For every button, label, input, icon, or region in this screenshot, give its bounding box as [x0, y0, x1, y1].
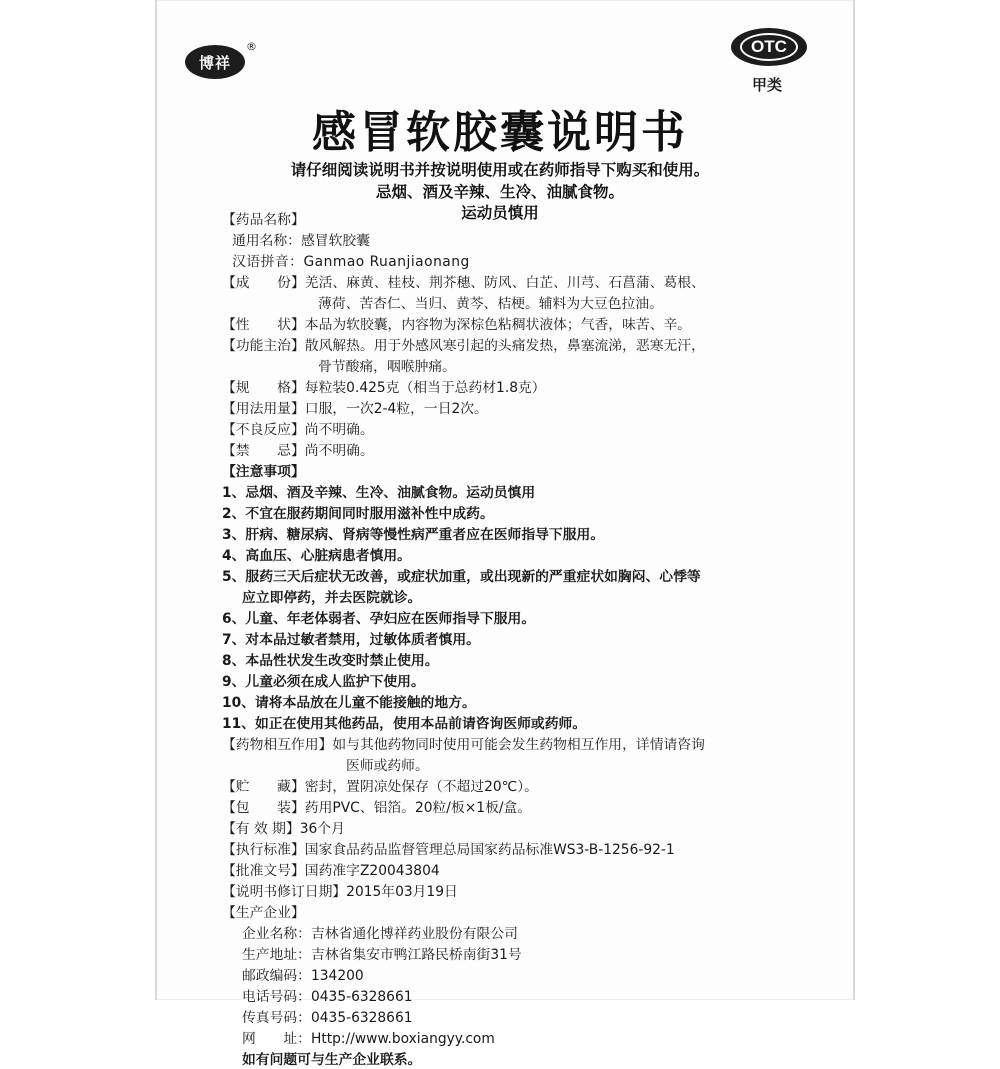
precaution-item: 9、儿童必须在成人监护下使用。: [222, 674, 425, 690]
precaution-item: 4、高血压、心脏病患者慎用。: [222, 548, 411, 564]
company-line: 生产地址：吉林省集安市鸭江路民桥南街31号: [242, 947, 522, 963]
text-line: 【规 格】每粒装0.425克（相当于总药材1.8克）: [222, 380, 546, 396]
document-title: 感冒软胶囊说明书: [312, 107, 688, 158]
precaution-item: 8、本品性状发生改变时禁止使用。: [222, 653, 439, 669]
text-line: 【用法用量】口服，一次2-4粒，一日2次。: [222, 401, 488, 417]
precaution-item: 6、儿童、年老体弱者、孕妇应在医师指导下服用。: [222, 611, 536, 627]
section-heading: 【生产企业】: [222, 905, 305, 921]
text-line: 【成 份】羌活、麻黄、桂枝、荆芥穗、防风、白芷、川芎、石菖蒲、葛根、: [222, 275, 705, 291]
text-line: 汉语拼音：Ganmao Ruanjiaonang: [232, 254, 470, 270]
notice-line: 忌烟、酒及辛辣、生冷、油腻食物。: [375, 183, 624, 201]
text-line: 【有 效 期】36个月: [222, 821, 345, 837]
precaution-item: 5、服药三天后症状无改善，或症状加重，或出现新的严重症状如胸闷、心悸等: [222, 569, 701, 585]
text-line: 【贮 藏】密封，置阴凉处保存（不超过20℃）。: [222, 779, 538, 795]
text-line: 薄荷、苦杏仁、当归、黄芩、桔梗。辅料为大豆色拉油。: [318, 296, 663, 312]
section-heading: 【药品名称】: [222, 212, 305, 228]
company-line: 邮政编码：134200: [242, 968, 364, 984]
precaution-item: 1、忌烟、酒及辛辣、生冷、油腻食物。运动员慎用: [222, 485, 536, 501]
precaution-item: 2、不宜在服药期间同时服用滋补性中成药。: [222, 506, 494, 522]
company-line: 企业名称：吉林省通化博祥药业股份有限公司: [242, 926, 518, 942]
section-heading: 【注意事项】: [222, 464, 305, 480]
precaution-item: 7、对本品过敏者禁用，过敏体质者慎用。: [222, 632, 480, 648]
company-line: 传真号码：0435-6328661: [242, 1010, 413, 1026]
registered-mark: ®: [246, 40, 257, 53]
notice-line: 请仔细阅读说明书并按说明使用或在药师指导下购买和使用。: [290, 161, 710, 179]
otc-badge: [731, 28, 807, 66]
notice-line: 运动员慎用: [461, 204, 539, 222]
text-line: 【性 状】本品为软胶囊，内容物为深棕色粘稠状液体；气香，味苦、辛。: [222, 317, 692, 333]
company-website: 网 址：Http://www.boxiangyy.com: [242, 1031, 495, 1047]
text-line: 【执行标准】国家食品药品监督管理总局国家药品标准WS3-B-1256-92-1: [222, 842, 675, 858]
text-line: 【包 装】药用PVC、铝箔。20粒/板×1板/盒。: [222, 800, 532, 816]
text-line: 【功能主治】散风解热。用于外感风寒引起的头痛发热，鼻塞流涕，恶寒无汗，: [222, 338, 705, 354]
otc-category: 甲类: [752, 76, 783, 94]
precaution-item: 应立即停药，并去医院就诊。: [242, 590, 422, 606]
text-line: 【药物相互作用】如与其他药物同时使用可能会发生药物相互作用，详情请咨询: [222, 737, 705, 753]
otc-label: OTC: [740, 33, 798, 61]
text-line: 骨节酸痛，咽喉肿痛。: [318, 359, 456, 375]
precaution-item: 11、如正在使用其他药品，使用本品前请咨询医师或药师。: [222, 716, 587, 732]
precaution-item: 3、肝病、糖尿病、肾病等慢性病严重者应在医师指导下服用。: [222, 527, 605, 543]
precaution-item: 10、请将本品放在儿童不能接触的地方。: [222, 695, 476, 711]
text-line: 【批准文号】国药准字Z20043804: [222, 863, 440, 879]
text-line: 通用名称：感冒软胶囊: [232, 233, 370, 249]
brand-logo: 博祥: [185, 45, 245, 79]
text-line: 【不良反应】尚不明确。: [222, 422, 374, 438]
company-line: 电话号码：0435-6328661: [242, 989, 413, 1005]
text-line: 医师或药师。: [346, 758, 429, 774]
contact-note: 如有问题可与生产企业联系。: [242, 1052, 422, 1068]
text-line: 【说明书修订日期】2015年03月19日: [222, 884, 458, 900]
text-line: 【禁 忌】尚不明确。: [222, 443, 374, 459]
